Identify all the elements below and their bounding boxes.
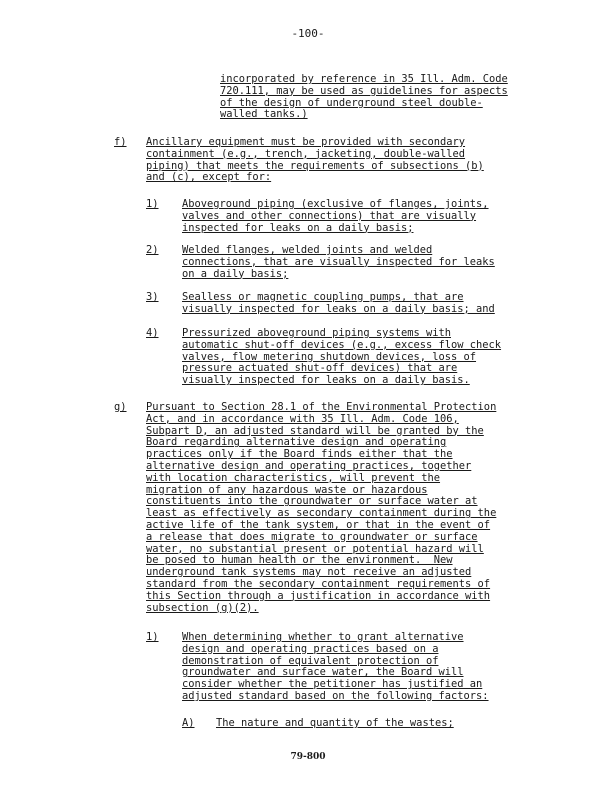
text-line: The nature and quantity of the wastes; — [216, 717, 454, 729]
subsection-f-label: f) — [114, 136, 127, 148]
text-line: underground tank systems may not receive an adjusted — [146, 566, 472, 579]
text-line: visually inspected for leaks on a daily basis; and — [182, 302, 495, 315]
text-line: pressure actuated shut-off devices) that are — [182, 362, 458, 375]
item-g1-text — [182, 632, 489, 703]
text-line: practices only if the Board finds either that the — [146, 448, 453, 461]
item-g1a-text — [216, 718, 454, 730]
text-line: water, no substantial present or potential hazard will — [146, 542, 484, 555]
text-line: a release that does migrate to groundwater or surface — [146, 530, 478, 543]
item-f3-label: 3) — [146, 291, 159, 303]
page-footer-code: 79-800 — [290, 752, 326, 762]
text-line: valves and other connections) that are visually — [182, 209, 477, 222]
subsection-g-label: g) — [114, 401, 127, 413]
text-line: this Section through a justification in accordance with — [146, 589, 491, 602]
text-line: automatic shut-off devices (e.g., excess flow check — [182, 338, 502, 351]
item-f3-text — [182, 292, 495, 316]
text-line: adjusted standard based on the following factors: — [182, 689, 489, 702]
text-line: visually inspected for leaks on a daily basis. — [182, 374, 470, 387]
page-number-header: -100- — [291, 27, 325, 40]
text-line: walled tanks.) — [220, 108, 308, 121]
text-line: Welded flanges, welded joints and welded — [182, 244, 433, 256]
subsection-f-text — [146, 137, 484, 184]
text-line: groundwater and surface water, the Board will — [182, 666, 464, 679]
text-line: design and operating practices based on a — [182, 642, 439, 655]
intro-paragraph — [220, 74, 508, 121]
text-line: connections, that are visually inspected for leaks — [182, 255, 495, 268]
text-line: standard from the secondary containment requirements of — [146, 577, 491, 590]
text-line: Pursuant to Section 28.1 of the Environmental Protection — [146, 401, 497, 413]
text-line: on a daily basis; — [182, 267, 289, 280]
item-f1-label: 1) — [146, 198, 159, 210]
text-line: Act, and in accordance with 35 Ill. Adm. Code 106, — [146, 412, 459, 425]
item-f4-label: 4) — [146, 327, 159, 339]
text-line: Ancillary equipment must be provided with secondary — [146, 136, 466, 148]
text-line: containment (e.g., trench, jacketing, double-walled — [146, 147, 466, 160]
text-line: Aboveground piping (exclusive of flanges, joints, — [182, 198, 489, 210]
text-line: least as effectively as secondary containment during the — [146, 507, 497, 520]
text-line: with location characteristics, will prevent the — [146, 471, 441, 484]
text-line: Pressurized aboveground piping systems with — [182, 327, 451, 339]
item-g1a-label: A) — [182, 717, 195, 729]
text-line: Subpart D, an adjusted standard will be granted by the — [146, 424, 484, 437]
text-line: When determining whether to grant alternative — [182, 631, 464, 643]
text-line: of the design of underground steel double- — [220, 96, 483, 109]
text-line: subsection (g)(2). — [146, 601, 259, 614]
text-line: constituents into the groundwater or surface water at — [146, 495, 478, 508]
text-line: valves, flow metering shutdown devices, loss of — [182, 350, 477, 363]
text-line: consider whether the petitioner has justified an — [182, 678, 483, 691]
text-line: inspected for leaks on a daily basis; — [182, 221, 414, 234]
text-line: Board regarding alternative design and operating — [146, 436, 447, 449]
text-line: migration of any hazardous waste or hazardous — [146, 483, 428, 496]
text-line: 720.111, may be used as guidelines for aspects — [220, 84, 508, 97]
text-line: active life of the tank system, or that in the event of — [146, 518, 491, 531]
item-f2-label: 2) — [146, 244, 159, 256]
text-line: Sealless or magnetic coupling pumps, that are — [182, 291, 464, 303]
text-line: incorporated by reference in 35 Ill. Adm. Code — [220, 73, 508, 85]
subsection-g-text — [146, 402, 496, 614]
item-f4-text — [182, 328, 501, 387]
text-line: be posed to human health or the environment. New — [146, 554, 453, 567]
item-f1-text — [182, 199, 489, 234]
text-line: and (c), except for: — [146, 171, 272, 184]
item-g1-label: 1) — [146, 631, 159, 643]
text-line: piping) that meets the requirements of subsections (b) — [146, 159, 484, 172]
item-f2-text — [182, 245, 495, 280]
text-line: alternative design and operating practices, together — [146, 459, 472, 472]
text-line: demonstration of equivalent protection of — [182, 654, 439, 667]
